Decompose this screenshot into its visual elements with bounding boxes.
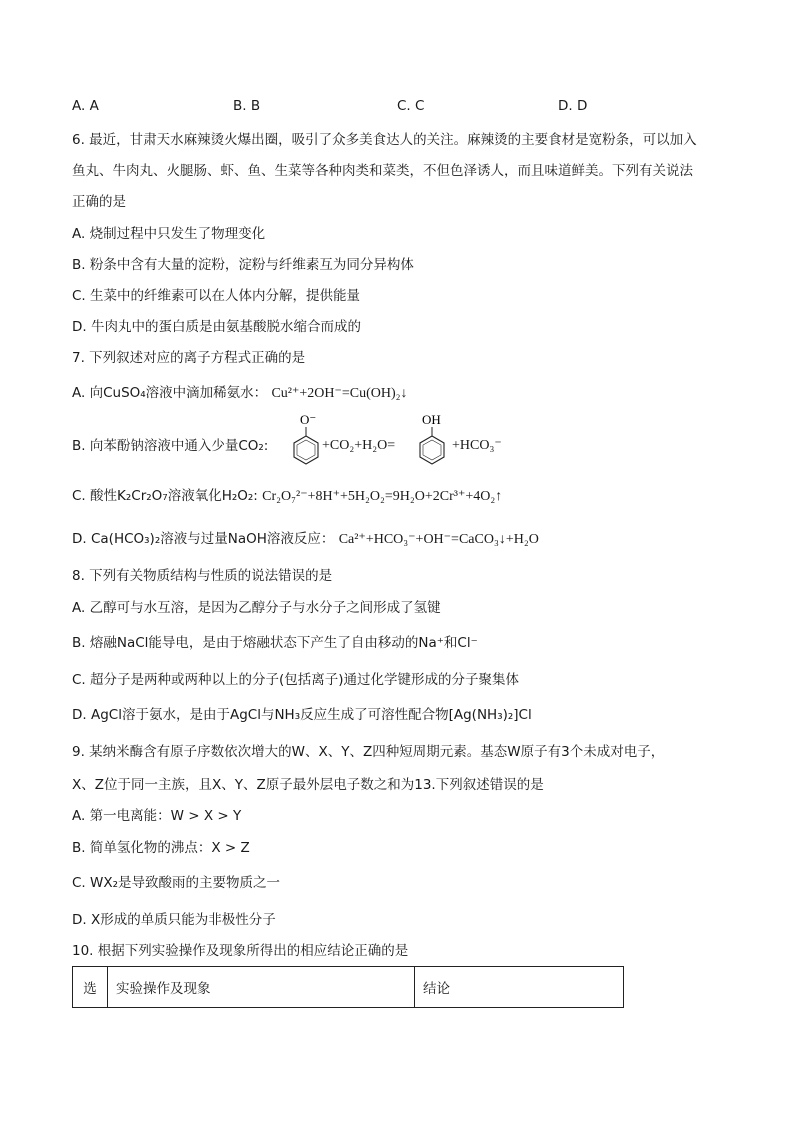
q8-stem: 8. 下列有关物质结构与性质的说法错误的是: [72, 568, 333, 584]
q5-option-a: A. A: [72, 98, 99, 114]
q10-stem: 10. 根据下列实验操作及现象所得出的相应结论正确的是: [72, 943, 409, 959]
q7-a-text: A. 向CuSO₄溶液中滴加稀氨水：: [72, 385, 268, 401]
q7-option-b: [72, 437, 268, 455]
q8-option-d: D. AgCl溶于氨水，是由于AgCl与NH₃反应生成了可溶性配合物[Ag(NH₃)₂]Cl: [72, 707, 532, 723]
q6-option-c: C. 生菜中的纤维素可以在人体内分解，提供能量: [72, 288, 361, 304]
table-header-operation: 实验操作及现象: [108, 967, 415, 1008]
q7-c-equation: Cr₂O₇²⁻+8H⁺+5H₂O₂=9H₂O+2Cr³⁺+4O₂↑: [262, 489, 503, 504]
table-header-option: 选: [73, 967, 108, 1008]
q6-stem-line2: 鱼丸、牛肉丸、火腿肠、虾、鱼、生菜等各种肉类和菜类，不但色泽诱人，而且味道鲜美。下列有关说法: [72, 163, 693, 179]
q6-option-d: D. 牛肉丸中的蛋白质是由氨基酸脱水缩合而成的: [72, 319, 361, 335]
phenol-structure: [412, 412, 452, 472]
table-header-row: [73, 967, 624, 1008]
q7-option-c: [72, 487, 502, 506]
q7-c-text: C. 酸性K₂Cr₂O₇溶液氧化H₂O₂:: [72, 488, 258, 504]
q7-b-equation-part1: +CO₂+H₂O=: [322, 438, 396, 453]
table-header-conclusion: 结论: [415, 967, 624, 1008]
q6-stem-line3: 正确的是: [72, 194, 126, 210]
q9-stem-line1: 9. 某纳米酶含有原子序数依次增大的W、X、Y、Z四种短周期元素。基态W原子有3个未成对电子，: [72, 744, 665, 760]
q7-b-equation-part2: +HCO₃⁻: [452, 438, 502, 453]
q5-option-b: B. B: [233, 98, 261, 114]
q7-option-d: [72, 530, 539, 549]
phenoxide-structure: [286, 412, 326, 472]
q8-option-c: C. 超分子是两种或两种以上的分子(包括离子)通过化学键形成的分子聚集体: [72, 672, 520, 688]
q6-option-b: B. 粉条中含有大量的淀粉，淀粉与纤维素互为同分异构体: [72, 257, 414, 273]
q7-option-a: [72, 384, 408, 403]
q9-option-a: A. 第一电离能：W > X > Y: [72, 808, 242, 824]
q9-option-d: D. X形成的单质只能为非极性分子: [72, 912, 276, 928]
q10-table: [72, 966, 624, 1008]
q7-b-text: B. 向苯酚钠溶液中通入少量CO₂:: [72, 438, 269, 454]
q7-stem: 7. 下列叙述对应的离子方程式正确的是: [72, 350, 306, 366]
phenol-label: OH: [422, 412, 441, 427]
q7-a-equation: Cu²⁺+2OH⁻=Cu(OH)₂↓: [271, 386, 408, 401]
q8-option-a: A. 乙醇可与水互溶，是因为乙醇分子与水分子之间形成了氢键: [72, 600, 441, 616]
q8-option-b: B. 熔融NaCl能导电，是由于熔融状态下产生了自由移动的Na⁺和Cl⁻: [72, 635, 478, 651]
q7-d-text: D. Ca(HCO₃)₂溶液与过量NaOH溶液反应：: [72, 531, 335, 547]
q6-option-a: A. 烧制过程中只发生了物理变化: [72, 226, 266, 242]
q5-option-d: D. D: [558, 98, 588, 114]
q5-option-c: C. C: [397, 98, 425, 114]
q7-d-equation: Ca²⁺+HCO₃⁻+OH⁻=CaCO₃↓+H₂O: [338, 532, 539, 547]
q9-stem-line2: X、Z位于同一主族，且X、Y、Z原子最外层电子数之和为13.下列叙述错误的是: [72, 777, 544, 793]
q9-option-c: C. WX₂是导致酸雨的主要物质之一: [72, 875, 281, 891]
phenoxide-label: O⁻: [300, 412, 317, 427]
q6-stem-line1: 6. 最近，甘肃天水麻辣烫火爆出圈，吸引了众多美食达人的关注。麻辣烫的主要食材是宽粉条，可以加入: [72, 132, 697, 148]
q9-option-b: B. 简单氢化物的沸点：X > Z: [72, 840, 250, 856]
